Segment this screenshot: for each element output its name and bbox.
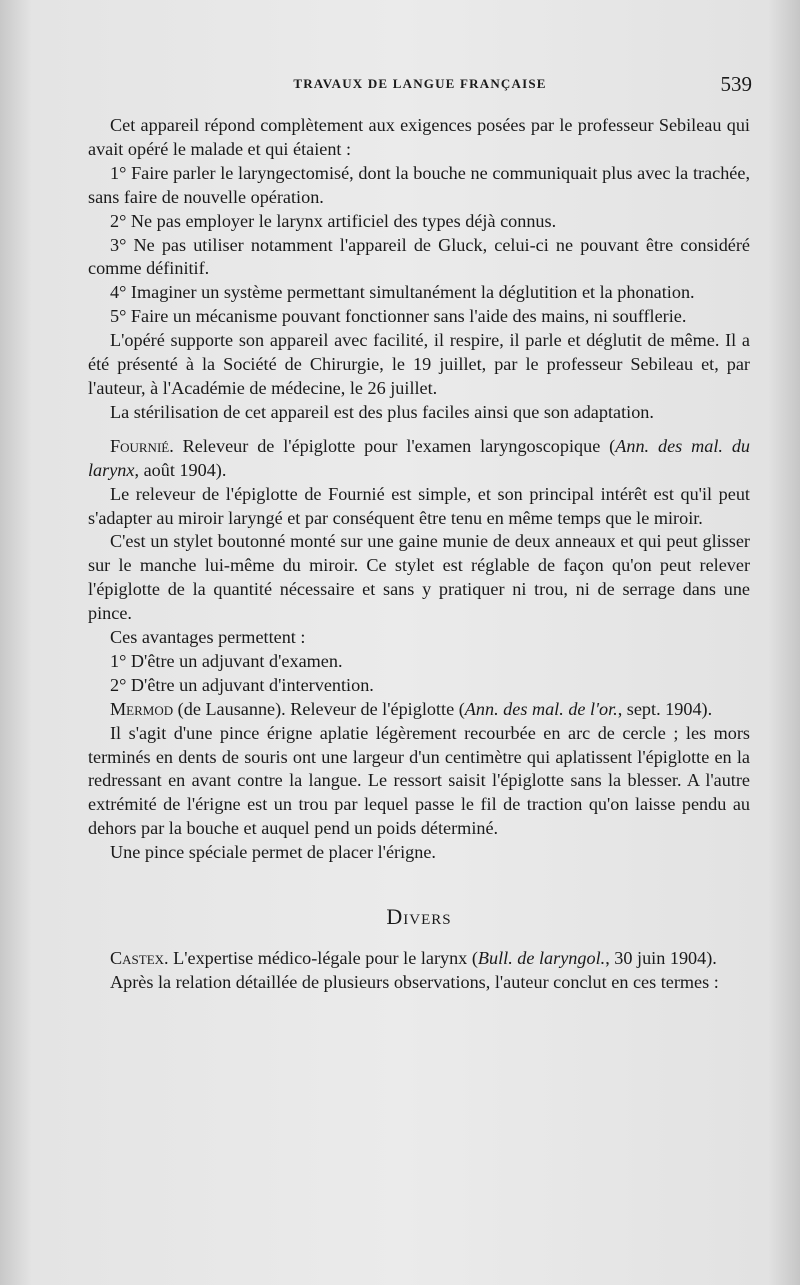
body-paragraph: Une pince spéciale permet de placer l'érigne.	[110, 842, 436, 863]
reference-journal: Ann. des mal. du larynx	[88, 435, 751, 480]
fournie-reference	[88, 435, 750, 483]
body-paragraph: 1° D'être un adjuvant d'examen.	[110, 650, 343, 671]
body-paragraph: 2° D'être un adjuvant d'intervention.	[110, 674, 374, 695]
body-paragraph: Cet appareil répond complètement aux exigences posées par le professeur Sebileau qui avait opéré le malade et qui étaient :	[88, 115, 750, 159]
reference-author: Mermod	[110, 698, 174, 719]
body-paragraph: Le releveur de l'épiglotte de Fournié est simple, et son principal intérêt est qu'il peut s'adapter au miroir laryngé et par conséquent être tenu en même temps que le miroir.	[88, 483, 750, 528]
body-paragraph: 5° Faire un mécanisme pouvant fonctionner sans l'aide des mains, ni soufflerie.	[110, 306, 687, 327]
reference-title: Releveur de l'épiglotte pour l'examen laryngoscopique (	[173, 435, 616, 456]
body-paragraph: 3° Ne pas utiliser notamment l'appareil de Gluck, celui-ci ne pouvant être considéré comme définitif.	[88, 234, 750, 279]
reference-author: Castex.	[110, 948, 169, 968]
body-paragraph: 4° Imaginer un système permettant simultanément la déglutition et la phonation.	[110, 282, 695, 303]
body-paragraph: Après la relation détaillée de plusieurs observations, l'auteur conclut en ces termes :	[110, 971, 719, 992]
body-paragraph: 1° Faire parler le laryngectomisé, dont la bouche ne communiquait plus avec la trachée, sans faire de nouvelle opération.	[88, 162, 750, 207]
mermod-reference	[88, 698, 750, 722]
body-paragraph: La stérilisation de cet appareil est des plus faciles ainsi que son adaptation.	[110, 401, 654, 422]
reference-date: , 30 juin 1904).	[605, 948, 717, 968]
reference-title: (de Lausanne). Releveur de l'épiglotte (	[173, 698, 465, 719]
body-paragraph: 2° Ne pas employer le larynx artificiel des types déjà connus.	[110, 210, 557, 231]
page-body	[88, 114, 750, 995]
running-title: TRAVAUX DE LANGUE FRANÇAISE	[293, 76, 547, 91]
section-title: Divers	[386, 904, 452, 930]
reference-author: Fournié.	[110, 435, 174, 456]
reference-journal: Ann. des mal. de l'or.	[464, 698, 618, 719]
reference-date: , août 1904).	[134, 459, 227, 480]
reference-title: L'expertise médico-légale pour le larynx (	[168, 948, 478, 968]
body-paragraph: L'opéré supporte son appareil avec facilité, il respire, il parle et déglutit de même. Il a été présenté à la Société de Chirurgie, le 19 juillet, par le professeur Sebileau et, par l'auteur, à l'Académie de médecine, le 26 juillet.	[88, 330, 750, 398]
body-paragraph: Il s'agit d'une pince érigne aplatie légèrement recourbée en arc de cercle ; les mors terminés en dents de souris ont une largeur d'un centimètre qui aplatissent l'épiglotte en la redressant en avant contre la langue. Le ressort saisit l'épiglotte sans la blesser. A l'autre extrémité de l'érigne est un trou par lequel passe le fil de traction qu'on laisse pendu au dehors par la bouche et auquel pend un poids déterminé.	[88, 722, 750, 839]
body-paragraph: C'est un stylet boutonné monté sur une gaine munie de deux anneaux et qui peut glisser sur le manche lui-même du miroir. Ce stylet est réglable de façon qu'on peut relever l'épiglotte de la quantité nécessaire et sans y pratiquer ni trou, ni de serrage dans une pince.	[88, 531, 750, 624]
page-number: 539	[720, 72, 752, 96]
reference-date: , sept. 1904).	[617, 698, 713, 719]
page-header	[88, 72, 752, 102]
body-paragraph: Ces avantages permettent :	[110, 627, 306, 648]
castex-reference	[88, 947, 750, 971]
reference-journal: Bull. de laryngol.	[477, 948, 606, 968]
